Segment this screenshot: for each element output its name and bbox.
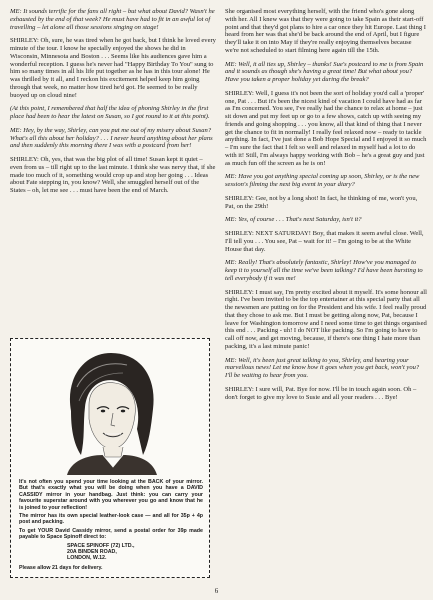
- advert-paragraph-3: To get YOUR David Cassidy mirror, send a postal order for 39p made payable to Space Spinoff direct to:: [19, 527, 203, 541]
- interview-left-column: [10, 8, 216, 201]
- mirror-advert: [10, 338, 210, 578]
- page-number: 6: [214, 587, 219, 595]
- interview-right-column: [225, 8, 427, 401]
- advert-copy: [19, 479, 203, 571]
- right-paragraph-4: ME: Have you got anything special coming up soon, Shirley, or is the new session's filming the next big event in your diary?: [225, 173, 420, 188]
- right-paragraph-7: SHIRLEY: NEXT SATURDAY! Boy, that makes it seem awful close. Well, I'll tell you . . . You see, Pat – wait for it! – I'm going to be at the White House that day.: [225, 230, 424, 253]
- right-paragraph-5: SHIRLEY: Gee, not by a long shot! In fact, he thinking of me, won't you, Pat, on the 29th!: [225, 194, 418, 210]
- left-paragraph-5: SHIRLEY: Oh, yes, that was the big plot of all time! Susan kept it quiet – even from us – till right up to the last minute. I think she was nervy that, if she made too much of it, something would crop up and stop her going . . . Ideas about Fate stepping in, you know? Well, she smuggled herself out of the States – oh, let me see . . . must have been the end of March.: [10, 156, 216, 194]
- address-line-3: LONDON, W.12.: [67, 555, 107, 562]
- right-paragraph-11: SHIRLEY: I sure will, Pat. Bye for now. I'll be in touch again soon. Oh – don't forget to give my love to Susie and all your readers . . . Bye!: [225, 385, 417, 401]
- advert-address: [67, 543, 203, 562]
- advert-paragraph-2: The mirror has its own special leather-look case — and all for 35p + 4p post and packing.: [19, 513, 203, 526]
- delivery-note: Please allow 21 days for delivery.: [19, 564, 103, 571]
- left-paragraph-2: SHIRLEY: Oh, sure, he was tired when he got back, but I think he loved every minute of the tour. I know he specially enjoyed the shows he did in Wisconsin, Minnesota and Boston . . . Seems like his audiences gave him a wonderful reception. I guess he's never had "Happy Birthday To You" sung to him so many times in all his life put together as he has in this tour alone! He was thrilled by it all, and I reckon his excitement helped keep him going through that week, no matter how tired he'd got. He seemed to be really buoyed up on cloud nine!: [10, 37, 216, 99]
- right-paragraph-1: She organised most everything herself, with the friend who's gone along with her. All I knew was that they were going to take Spain as their start-off point and that they'd got plans to hire a car once they hit Europe. Last thing I heard from her was that she'd be back around the end of April, but I figure they'll take it on into May if they're really enjoying themselves because we're not scheduled to start filming here again till the 15th.: [225, 8, 426, 54]
- left-paragraph-1: ME: It sounds terrific for the fans all right – but what about David? Wasn't he exhausted by the end of that week? He must have had to fit in an awful lot of travelling – let alone all those sessions singing on stage!: [10, 8, 215, 31]
- left-paragraph-4: ME: Hey, by the way, Shirley, can you put me out of my misery about Susan? What's all this about her holiday? . . . I never heard anything about her plans and then suddenly this morning there I was with a postcard from her!: [10, 126, 213, 150]
- right-paragraph-2: ME: Well, it all ties up, Shirley – thanks! Sue's postcard to me is from Spain and it sounds as though she's having a great time! But what about you? Have you taken a proper holiday yet during the break?: [225, 60, 424, 83]
- address-line-2: 20A BINDEN ROAD,: [67, 549, 117, 556]
- right-paragraph-8: ME: Really! That's absolutely fantastic, Shirley! How've you managed to keep it to yourself all the time we've been talking? I'd have been bursting to tell everybody if it was me!: [225, 259, 423, 282]
- advert-paragraph-1: It's not often you spend your time looking at the BACK of your mirror. But that's exactly what you will be doing when you have a DAVID CASSIDY mirror in your handbag. Just think: you can carry your favourite superstar around with you wherever you go and know that he is joined to your reflection!: [19, 479, 203, 511]
- right-paragraph-3: SHIRLEY: Well, I guess it's not been the sort of holiday you'd call a 'proper' one, Pat . . . But it's been the nicest kind of vacation I could have had as far as I'm concerned. You see, I've really had the chance to relax at home – just sit down and put my feet up or go to a few shows, catch up with seeing my friends and going shopping . . . you know, all that kind of thing that I never get the chance to fit in normally! I really feel relaxed now – ready to tackle anything. In fact, I've just done a Bob Hope Special and I enjoyed it so much – I'm sure the fact that I felt so well and relaxed in myself had a lot to do with it! Still, I'm always happy working with Bob – he's a great guy and just as much fun off the screen as he is on!: [225, 89, 427, 167]
- right-paragraph-9: SHIRLEY: I must say, I'm pretty excited about it myself. It's some honour all right. I've been invited to be the top entertainer at this special party that all the newsmen are putting on for the President and his wife. I feel really proud that they chose to ask me. But I must be getting along now, Pat, because I leave for Washington tomorrow and I need some time to get things organised this end . . . Packing - uh! I do NOT like packing. So I'm going to have to call off now, and get moving, because, if there's one thing I hate more than packing, it's a last minute panic!: [225, 288, 427, 350]
- left-paragraph-3: (At this point, I remembered that half the idea of phoning Shirley in the first place had been to hear the latest on Susan, so I got round to it at this point).: [10, 105, 210, 120]
- right-paragraph-10: ME: Well, it's been just great talking to you, Shirley, and hearing your marvellous news! Let me know how it goes when you get back, won't you? I'll be waiting to hear from you.: [225, 356, 420, 379]
- address-line-1: SPACE SPINOFF (72) LTD.,: [67, 542, 135, 549]
- david-cassidy-portrait-image: [57, 347, 165, 475]
- right-paragraph-6: ME: Yes, of course . . . That's next Saturday, isn't it?: [225, 216, 362, 224]
